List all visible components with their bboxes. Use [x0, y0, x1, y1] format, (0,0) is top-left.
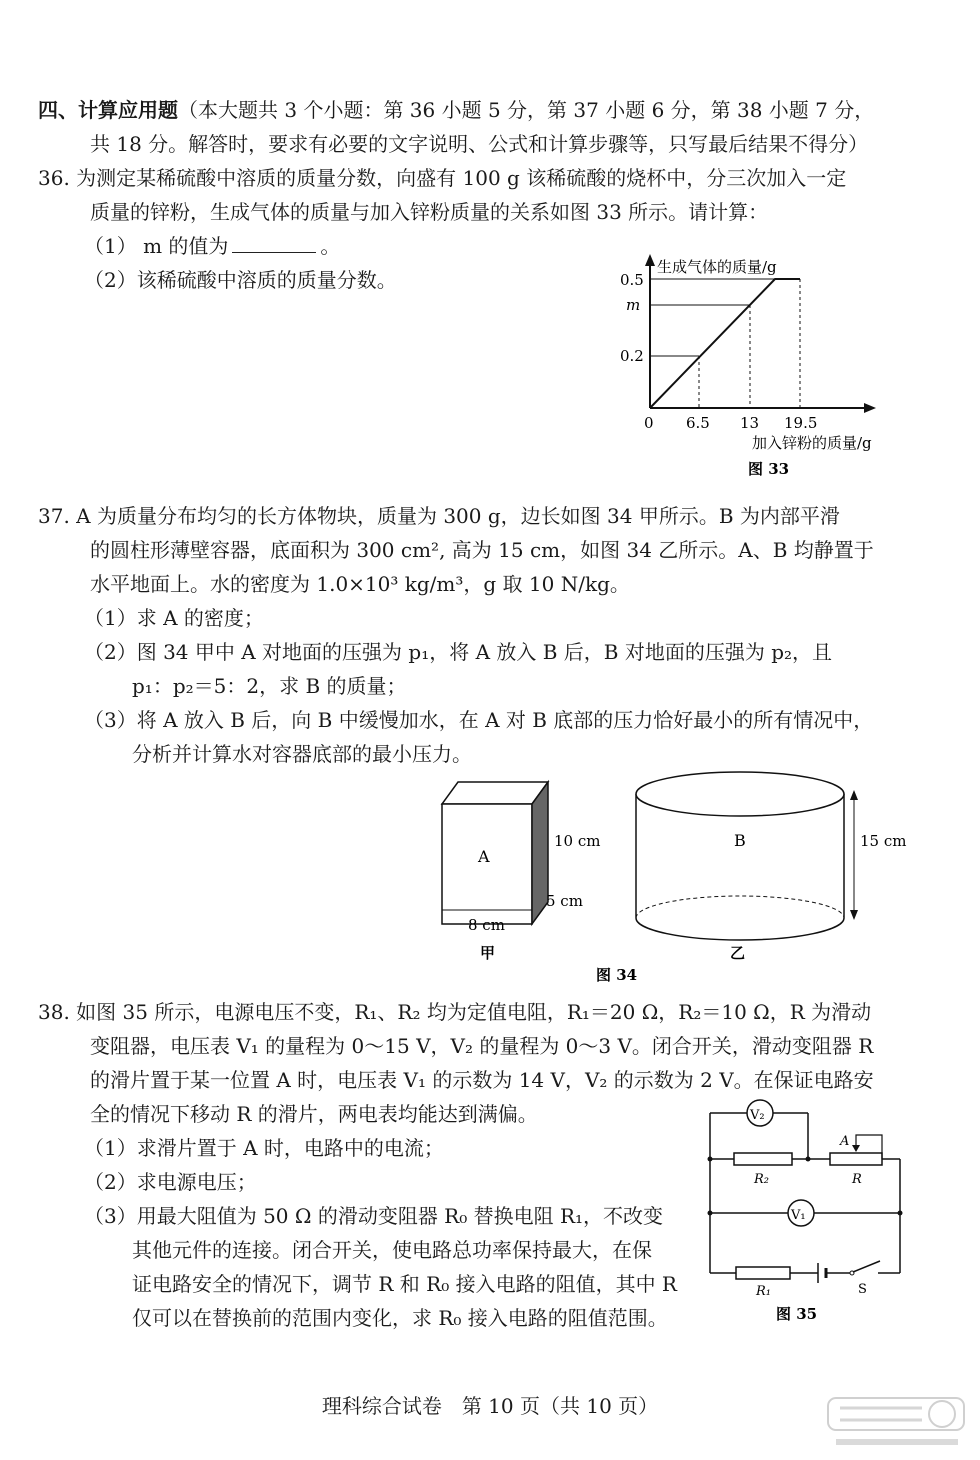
data-line [650, 279, 800, 408]
rheostat-r [830, 1153, 882, 1165]
q37-part2-line2: p₁：p₂＝5：2，求 B 的质量； [132, 674, 407, 698]
page-footer: 理科综合试卷 第 10 页（共 10 页） [321, 1394, 659, 1418]
x-tick-195: 19.5 [784, 414, 818, 432]
cyl-height-label: 15 cm [860, 832, 907, 850]
q37-part3-line1: （3）将 A 放入 B 后，向 B 中缓慢加水，在 A 对 B 底部的压力恰好最小的所有情况中， [84, 708, 874, 732]
figure-34 [420, 750, 920, 990]
box-label: A [478, 847, 490, 866]
cyl-arrow-top [850, 790, 858, 800]
r2-label: R₂ [754, 1172, 769, 1187]
junction-left-mid [708, 1211, 713, 1216]
right-caption: 乙 [730, 944, 746, 962]
q38-line2: 变阻器，电压表 V₁ 的量程为 0～15 V，V₂ 的量程为 0～3 V。闭合开关，滑动变阻器 R [90, 1034, 874, 1058]
slider-arrow [852, 1145, 860, 1152]
q38-line4: 全的情况下移动 R 的滑片，两电表均能达到满偏。 [90, 1102, 538, 1126]
q37-line2: 的圆柱形薄壁容器，底面积为 300 cm², 高为 15 cm，如图 34 乙所示。A、B 均静置于 [90, 538, 874, 562]
figure-35 [700, 1095, 915, 1325]
r1-label: R₁ [756, 1284, 771, 1299]
figure-33-caption: 图 33 [748, 460, 790, 478]
y-axis-arrow [645, 254, 655, 266]
height-label: 10 cm [554, 832, 601, 850]
q37-part1: （1）求 A 的密度； [84, 606, 264, 630]
section-title: 四、计算应用题 [38, 98, 178, 122]
q38-part3-line2: 其他元件的连接。闭合开关，使电路总功率保持最大，在保 [132, 1238, 652, 1262]
q37-part3-line2: 分析并计算水对容器底部的最小压力。 [132, 742, 472, 766]
figure-33-chart [600, 250, 900, 480]
junction-right-mid [898, 1211, 903, 1216]
junction-left-top [708, 1157, 713, 1162]
left-caption: 甲 [480, 944, 496, 962]
q38-part3-line1: （3）用最大阻值为 50 Ω 的滑动变阻器 R₀ 替换电阻 R₁，不改变 [84, 1204, 664, 1228]
x-axis-title: 加入锌粉的质量/g [752, 434, 872, 452]
section-note-line2: 共 18 分。解答时，要求有必要的文字说明、公式和计算步骤等，只写最后结果不得分） [90, 132, 869, 156]
box-top-face [442, 782, 548, 804]
x-tick-0: 0 [644, 414, 654, 432]
y-tick-m: m [626, 296, 641, 314]
cylinder-label: B [734, 831, 746, 850]
figure-33 [600, 250, 900, 480]
y-tick-02: 0.2 [620, 347, 644, 365]
v1-label: V₁ [791, 1208, 806, 1223]
switch-label: S [858, 1282, 867, 1297]
y-axis-title: 生成气体的质量/g [657, 258, 777, 276]
watermark-graphic [826, 1396, 966, 1452]
q37-line3: 水平地面上。水的密度为 1.0×10³ kg/m³，g 取 10 N/kg。 [90, 572, 630, 596]
depth-label: 5 cm [546, 892, 583, 910]
junction-mid [806, 1157, 811, 1162]
x-axis-arrow [864, 403, 876, 413]
y-tick-05: 0.5 [620, 271, 644, 289]
figure-35-caption: 图 35 [776, 1305, 818, 1323]
q38-line1: 38. 如图 35 所示，电源电压不变，R₁、R₂ 均为定值电阻，R₁＝20 Ω，R₂＝10 Ω，R 为滑动 [38, 1000, 872, 1024]
q36-line2: 质量的锌粉，生成气体的质量与加入锌粉质量的关系如图 33 所示。请计算： [90, 200, 769, 224]
x-tick-65: 6.5 [686, 414, 710, 432]
width-label: 8 cm [468, 916, 505, 934]
q36-part2: （2）该稀硫酸中溶质的质量分数。 [84, 268, 397, 292]
q37-line1: 37. A 为质量分布均匀的长方体物块，质量为 300 g，边长如图 34 甲所示。B 为内部平滑 [38, 504, 840, 528]
circuit-diagram [700, 1095, 915, 1325]
q37-part2-line1: （2）图 34 甲中 A 对地面的压强为 p₁，将 A 放入 B 后，B 对地面的压强为 p₂，且 [84, 640, 833, 664]
switch-blade [853, 1261, 880, 1272]
cylinder-top [636, 772, 844, 816]
resistor-r2 [734, 1153, 792, 1165]
figure-34-drawing [420, 750, 920, 990]
watermark-frame [828, 1398, 964, 1430]
resistor-r1 [736, 1267, 790, 1279]
answer-blank [232, 251, 316, 253]
figure-34-caption: 图 34 [596, 966, 638, 984]
section-note-line1: （本大题共 3 个小题：第 36 小题 5 分，第 37 小题 6 分，第 38 小题 7 分， [178, 98, 875, 122]
x-tick-13: 13 [740, 414, 760, 432]
q38-line3: 的滑片置于某一位置 A 时，电压表 V₁ 的示数为 14 V，V₂ 的示数为 2 V。在保证电路安 [90, 1068, 874, 1092]
q36-part1-end: 。 [320, 234, 341, 258]
slider-label: A [840, 1134, 850, 1149]
watermark-logo [826, 1396, 966, 1452]
q36-line1: 36. 为测定某稀硫酸中溶质的质量分数，向盛有 100 g 该稀硫酸的烧杯中，分三次加入一定 [38, 166, 847, 190]
q38-part1: （1）求滑片置于 A 时，电路中的电流； [84, 1136, 444, 1160]
q36-part1 [84, 232, 340, 261]
q38-part2: （2）求电源电压； [84, 1170, 257, 1194]
section-heading [38, 96, 874, 125]
q38-part3-line3: 证电路安全的情况下，调节 R 和 R₀ 接入电路的阻值，其中 R [132, 1272, 677, 1296]
q36-part1-text: （1） m 的值为 [84, 234, 229, 258]
watermark-circle [929, 1401, 955, 1427]
q38-part3-line4: 仅可以在替换前的范围内变化，求 R₀ 接入电路的阻值范围。 [132, 1306, 668, 1330]
r-label: R [852, 1172, 862, 1187]
cyl-arrow-bottom [850, 910, 858, 920]
v2-label: V₂ [750, 1108, 765, 1123]
